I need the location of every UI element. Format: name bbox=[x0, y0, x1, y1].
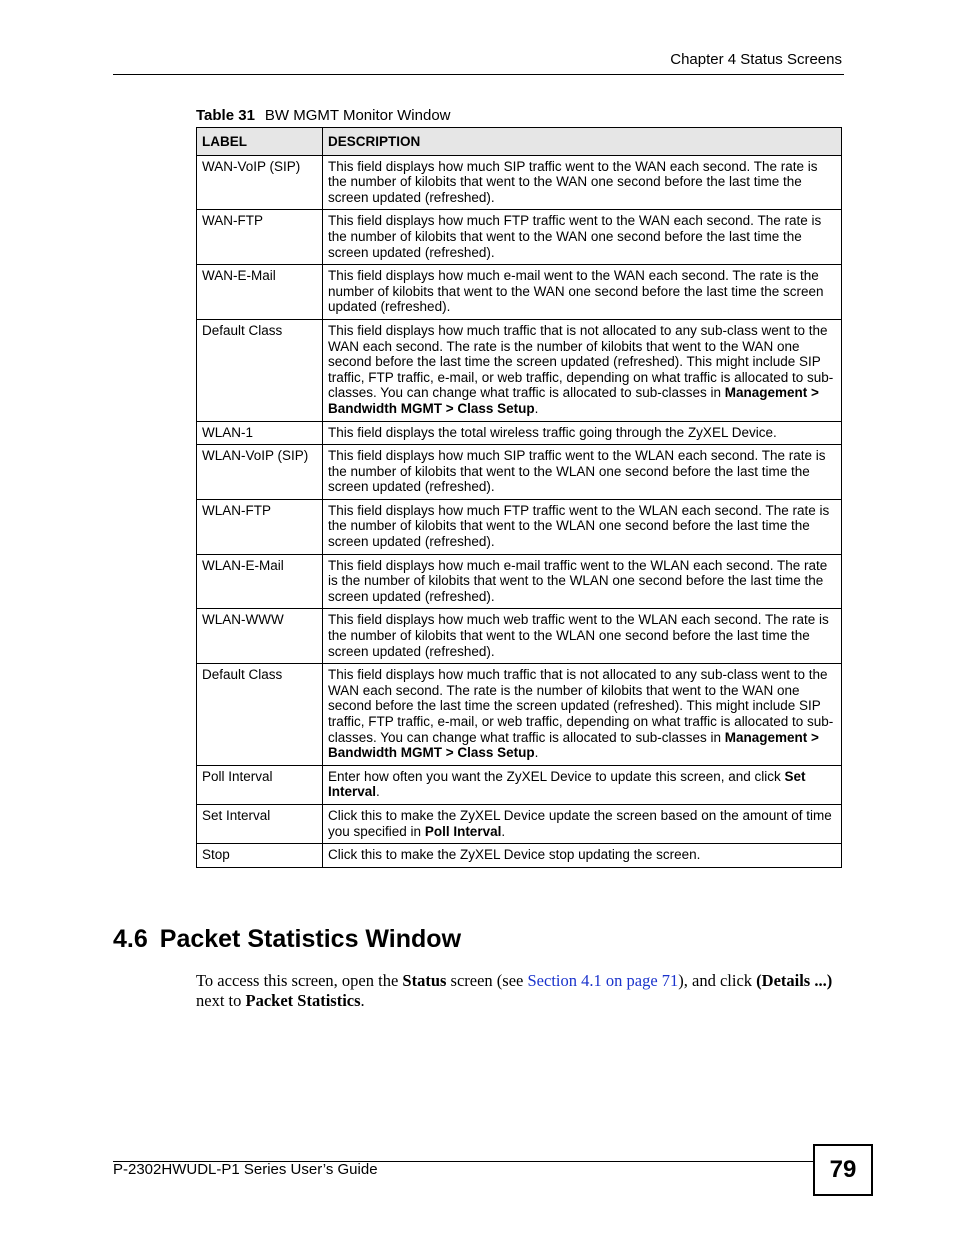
para-text: To access this screen, open the bbox=[196, 971, 403, 990]
para-text: screen (see bbox=[446, 971, 528, 990]
para-bold-packet-statistics: Packet Statistics bbox=[245, 991, 361, 1010]
row-description-bold: Set Interval bbox=[328, 768, 806, 800]
table-row bbox=[197, 844, 842, 868]
page-number: 79 bbox=[813, 1144, 873, 1196]
section-paragraph bbox=[196, 971, 842, 1011]
row-description-bold: Management > Bandwidth MGMT > Class Setup bbox=[328, 385, 819, 416]
table-row bbox=[197, 155, 842, 210]
table-row bbox=[197, 664, 842, 766]
row-description-text: Click this to make the ZyXEL Device stop updating the screen. bbox=[328, 847, 701, 863]
row-label: WLAN-1 bbox=[197, 421, 323, 445]
section-4-1-link[interactable]: Section 4.1 on page 71 bbox=[527, 971, 679, 990]
table-row bbox=[197, 609, 842, 664]
row-description-text: This field displays how much web traffic went to the WLAN each second. The rate is the number of kilobits that went to the WLAN one second before the last time the screen updated (refreshed). bbox=[328, 612, 829, 659]
para-text: next to bbox=[196, 991, 246, 1010]
col-description-header: DESCRIPTION bbox=[323, 128, 842, 156]
section-title: Packet Statistics Window bbox=[159, 925, 462, 953]
row-description-end: . bbox=[534, 400, 539, 416]
row-description bbox=[323, 765, 842, 804]
section-heading bbox=[113, 925, 461, 954]
row-description-end: . bbox=[501, 823, 506, 839]
row-description-bold: Poll Interval bbox=[424, 823, 502, 839]
row-description bbox=[323, 210, 842, 265]
para-text: ), and click bbox=[678, 971, 757, 990]
row-description-text: This field displays how much traffic that is not allocated to any sub-class went to the WAN each second. The rate is the number of kilobits that went to the WAN one second before the last time the screen updated (refreshed). This might include SIP traffic, FTP traffic, e-mail, or web traffic, depending on what traffic is allocated to sub-classes. You can change what traffic is allocated to sub-classes in bbox=[328, 322, 834, 401]
row-description-text: This field displays how much e-mail traffic went to the WLAN each second. The rate is the number of kilobits that went to the WLAN one second before the last time the screen updated (refreshed). bbox=[328, 557, 828, 604]
col-label-header: LABEL bbox=[197, 128, 323, 156]
table-row bbox=[197, 210, 842, 265]
row-description-text: This field displays how much SIP traffic went to the WAN each second. The rate is the number of kilobits that went to the WAN one second before the last time the screen updated (refreshed). bbox=[328, 158, 818, 205]
row-description-text: Enter how often you want the ZyXEL Device to update this screen, and click bbox=[328, 768, 785, 784]
table-row bbox=[197, 499, 842, 554]
row-label: Poll Interval bbox=[197, 765, 323, 804]
row-label: WLAN-WWW bbox=[197, 609, 323, 664]
row-description-text: This field displays the total wireless traffic going through the ZyXEL Device. bbox=[328, 424, 777, 440]
row-label: Set Interval bbox=[197, 804, 323, 843]
table-caption-number: Table 31 bbox=[196, 107, 255, 124]
table-row bbox=[197, 421, 842, 445]
row-description bbox=[323, 844, 842, 868]
header-rule bbox=[113, 74, 844, 75]
row-description bbox=[323, 804, 842, 843]
row-description bbox=[323, 421, 842, 445]
row-description bbox=[323, 155, 842, 210]
row-description bbox=[323, 554, 842, 609]
row-description-text: This field displays how much FTP traffic went to the WAN each second. The rate is the number of kilobits that went to the WAN one second before the last time the screen updated (refreshed). bbox=[328, 213, 822, 260]
table-row bbox=[197, 265, 842, 320]
table-caption bbox=[196, 107, 451, 124]
guide-title: P-2302HWUDL-P1 Series User’s Guide bbox=[113, 1161, 378, 1178]
table-row bbox=[197, 319, 842, 421]
table-row bbox=[197, 804, 842, 843]
table-row bbox=[197, 554, 842, 609]
row-label: WLAN-E-Mail bbox=[197, 554, 323, 609]
bw-mgmt-monitor-table bbox=[196, 127, 842, 868]
table-body bbox=[197, 155, 842, 867]
row-description-end: . bbox=[534, 745, 539, 761]
row-description-bold: Management > Bandwidth MGMT > Class Setup bbox=[328, 729, 819, 761]
row-description bbox=[323, 609, 842, 664]
row-description bbox=[323, 445, 842, 500]
row-label: WAN-E-Mail bbox=[197, 265, 323, 320]
row-description-text: This field displays how much SIP traffic went to the WLAN each second. The rate is the number of kilobits that went to the WLAN one second before the last time the screen updated (refreshed). bbox=[328, 448, 826, 495]
row-label: Default Class bbox=[197, 664, 323, 766]
row-description bbox=[323, 319, 842, 421]
para-bold-details: (Details ...) bbox=[756, 971, 833, 990]
row-label: Default Class bbox=[197, 319, 323, 421]
chapter-header: Chapter 4 Status Screens bbox=[670, 51, 842, 68]
row-description-text: This field displays how much FTP traffic went to the WLAN each second. The rate is the number of kilobits that went to the WLAN one second before the last time the screen updated (refreshed). bbox=[328, 502, 830, 550]
row-description bbox=[323, 265, 842, 320]
table-caption-title: BW MGMT Monitor Window bbox=[264, 107, 451, 124]
section-number: 4.6 bbox=[113, 925, 148, 953]
table-header-row bbox=[197, 128, 842, 156]
para-bold-status: Status bbox=[402, 971, 447, 990]
row-description-text: This field displays how much traffic that is not allocated to any sub-class went to the WAN each second. The rate is the number of kilobits that went to the WAN one second before the last time the screen updated (refreshed). This might include SIP traffic, FTP traffic, e-mail, or web traffic, depending on what traffic is allocated to sub-classes. You can change what traffic is allocated to sub-classes in bbox=[328, 667, 834, 745]
row-description-text: Click this to make the ZyXEL Device update the screen based on the amount of time you specified in bbox=[328, 807, 832, 839]
row-label: WLAN-FTP bbox=[197, 499, 323, 554]
row-label: WLAN-VoIP (SIP) bbox=[197, 445, 323, 500]
row-description bbox=[323, 499, 842, 554]
table-row bbox=[197, 765, 842, 804]
row-description-text: This field displays how much e-mail went to the WAN each second. The rate is the number of kilobits that went to the WAN one second before the last time the screen updated (refreshed). bbox=[328, 268, 824, 315]
row-label: WAN-FTP bbox=[197, 210, 323, 265]
row-label: WAN-VoIP (SIP) bbox=[197, 155, 323, 210]
row-description-end: . bbox=[376, 784, 380, 800]
para-text: . bbox=[360, 991, 365, 1010]
row-label: Stop bbox=[197, 844, 323, 868]
row-description bbox=[323, 664, 842, 766]
table-row bbox=[197, 445, 842, 500]
